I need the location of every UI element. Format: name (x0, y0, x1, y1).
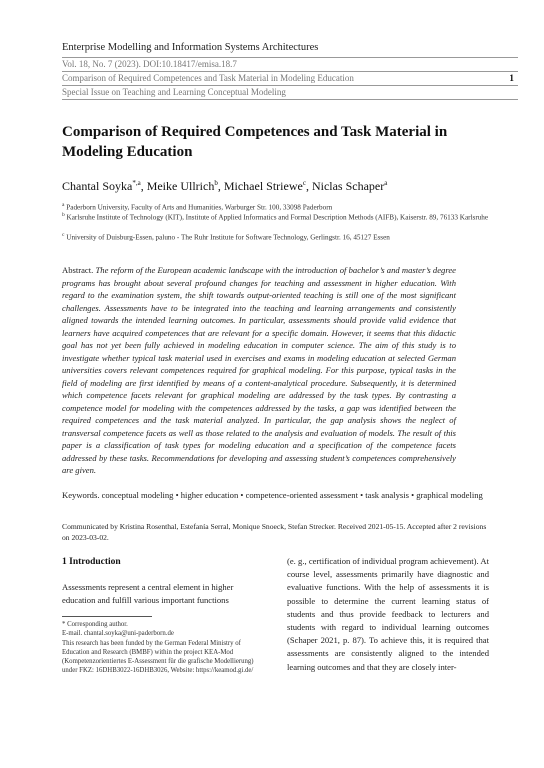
affiliation: $^a$ Paderborn University, Faculty of Arts and Humanities, Warburger Str. 100, 33098 Paderborn (62, 202, 333, 212)
special-issue-line: Special Issue on Teaching and Learning Conceptual Modeling (62, 87, 286, 97)
footnote: * Corresponding author. (62, 621, 128, 628)
intro-paragraph: Assessments represent a central element in higher education and fulfill various important functions (62, 582, 234, 605)
footnote-rule (62, 616, 152, 617)
header-rule (62, 99, 518, 100)
author: Chantal Soyka$^{*,a}$, (62, 179, 147, 193)
author: Meike Ullrich$^b$, (146, 179, 224, 193)
journal-name: Enterprise Modelling and Information Systems Architectures (62, 42, 319, 53)
section-heading: 1 Introduction (62, 557, 121, 567)
footnotes (62, 620, 258, 676)
footnote: This research has been funded by the German Federal Ministry of Education and Research (BMBF) within the project KEA-Mod (Kompetenzorientiertes E-Assessment für die grafische Modellierung) under FKZ: 16DHB3022-16DHB3026, Website: https://keamod.gi.de/ (62, 639, 254, 675)
communicated-note: Communicated by Kristina Rosenthal, Estefanía Serral, Monique Snoeck, Stefan Strecker. Received 2021-05-15. Accepted after 2 revisions on 2023-03-02. (62, 522, 487, 542)
right-column: (e. g., certification of individual program achievement). At course level, assessments primarily have diagnostic and evaluative functions. With the help of assessments it is possible to determine the current learning status of students and thus provide feedback to lecturers and students with regard to individual learning outcomes (Schaper 2021, p. 87). To achieve this, it is required that assessments are consistently aligned to the intended learning outcomes and that they are closely inter- (287, 556, 489, 672)
author: Niclas Schaper$^a$ (311, 179, 388, 193)
author: Michael Striewe$^c$, (223, 179, 312, 193)
author-list (62, 179, 387, 194)
running-title: Comparison of Required Competences and Task Material in Modeling Education (62, 73, 354, 83)
footnote: E-mail. chantal.soyka@uni-paderborn.de (62, 630, 174, 638)
header-rule (62, 71, 518, 72)
abstract (62, 264, 456, 477)
header-rule (62, 85, 518, 86)
header-rule (62, 57, 518, 58)
volume-line: Vol. 18, No. 7 (2023). DOI:10.18417/emisa.18.7 (62, 59, 237, 69)
affiliation: $^b$ Karlsruhe Institute of Technology (KIT), Institute of Applied Informatics and Formal Description Methods (AIFB), Kaiserstr. 89, 76133 Karlsruhe (62, 212, 489, 222)
abstract-text: The reform of the European academic landscape with the introduction of bachelor’s and master’s degree programs has brought about several profound changes for teaching and assessment in higher education. With regard to the examination system, the shift towards output-oriented teaching is still one of the most significant challenges. Assessments have to be integrated into the teaching and learning arrangements and consistently aligned towards the intended learning outcomes. In particular, assessments should provide valid evidence that learners have acquired competences that are relevant for a specific domain. However, it seems that this didactic goal has not yet been fully achieved in modeling education in computer science. The aim of this study is to investigate whether typical task material used in exercises and exams in modeling education at selected German universities covers relevant competences required for graphical modeling. For this purpose, typical tasks in the field of modeling are first identified by means of a content-analytical procedure. Subsequently, it is determined which competence facets relevant for graphical modeling are addressed by the task types. By contrasting a competence model for modeling with the competences addressed by the tasks, a gap was identified between the required competences and the task material analyzed. In particular, the gap analysis shows the neglect of transversal competence facets as well as those related to the analysis and evaluation of models. The result of this paper is a classification of task types for modeling education and a specification of the competence facets addressed by these tasks. Recommendations for developing and assessing student’s competences comprehensively are given. (62, 265, 456, 475)
paper-title: Comparison of Required Competences and Task Material in Modeling Education (62, 124, 448, 160)
affiliation: $^c$ University of Duisburg-Essen, paluno - The Ruhr Institute for Software Technology, Gerlingstr. 16, 45127 Essen (62, 232, 390, 242)
keywords: Keywords. conceptual modeling • higher education • competence-oriented assessment • task analysis • graphical modeling (62, 490, 483, 500)
page-number: 1 (509, 74, 514, 84)
abstract-label: Abstract. (62, 265, 94, 275)
left-column (62, 557, 258, 676)
